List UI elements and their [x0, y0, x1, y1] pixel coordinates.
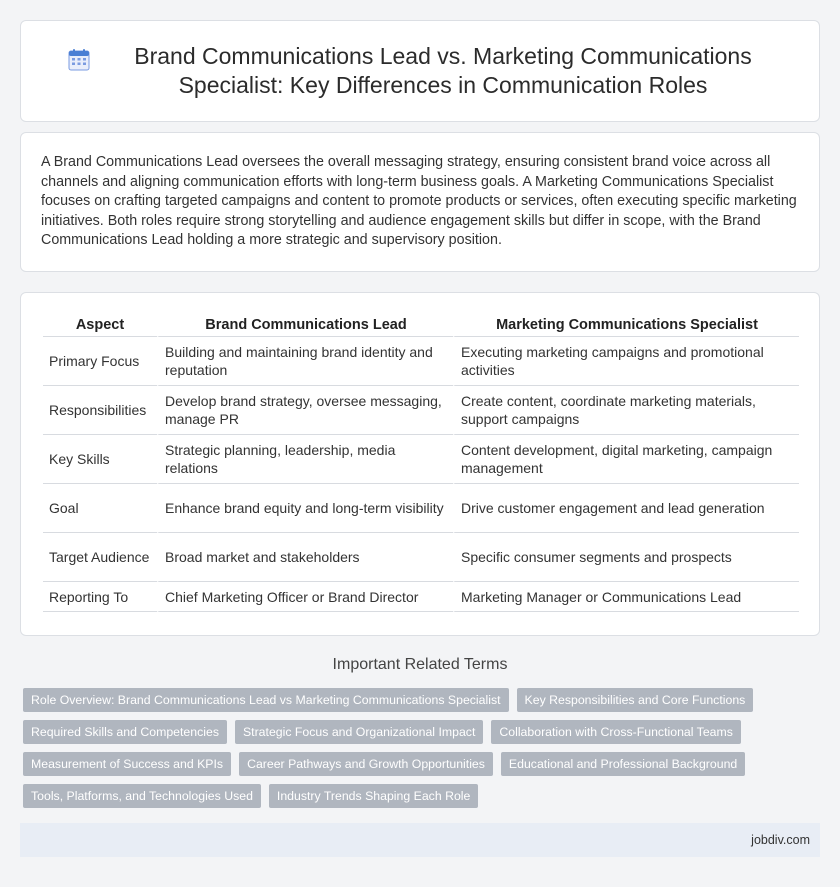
table-row: [43, 386, 799, 435]
page-title: Brand Communications Lead vs. Marketing Communications Specialist: Key Differences in Communication Roles: [134, 43, 752, 98]
row-brand-lead: Enhance brand equity and long-term visibility: [157, 484, 453, 533]
related-tag[interactable]: Educational and Professional Background: [501, 752, 745, 776]
comparison-table: [43, 315, 799, 612]
table-row: [43, 435, 799, 484]
calendar-icon: [67, 48, 91, 72]
intro-card: [20, 132, 820, 272]
related-tag[interactable]: Tools, Platforms, and Technologies Used: [23, 784, 261, 808]
related-terms-title: Important Related Terms: [332, 656, 508, 673]
row-aspect: Goal: [43, 484, 157, 533]
table-row: [43, 337, 799, 386]
tag-row: [23, 720, 823, 744]
title-card: [20, 20, 820, 122]
header-marketing-specialist: Marketing Communications Specialist: [453, 315, 799, 337]
related-terms-tags: [23, 688, 823, 816]
header-brand-lead: Brand Communications Lead: [157, 315, 453, 337]
row-aspect: Responsibilities: [43, 386, 157, 435]
row-marketing-specialist: Marketing Manager or Communications Lead: [453, 582, 799, 612]
related-tag[interactable]: Measurement of Success and KPIs: [23, 752, 231, 776]
row-marketing-specialist: Content development, digital marketing, campaign management: [453, 435, 799, 484]
tag-row: [23, 688, 823, 712]
row-aspect: Primary Focus: [43, 337, 157, 386]
row-marketing-specialist: Create content, coordinate marketing materials, support campaigns: [453, 386, 799, 435]
row-aspect: Target Audience: [43, 533, 157, 582]
row-brand-lead: Develop brand strategy, oversee messaging, manage PR: [157, 386, 453, 435]
row-brand-lead: Broad market and stakeholders: [157, 533, 453, 582]
footer-site-link[interactable]: jobdiv.com: [751, 833, 810, 847]
tag-row: [23, 752, 823, 776]
related-tag[interactable]: Career Pathways and Growth Opportunities: [239, 752, 493, 776]
related-tag[interactable]: Required Skills and Competencies: [23, 720, 227, 744]
row-brand-lead: Chief Marketing Officer or Brand Director: [157, 582, 453, 612]
table-header-row: [43, 315, 799, 337]
related-tag[interactable]: Strategic Focus and Organizational Impact: [235, 720, 483, 744]
footer: [20, 823, 820, 857]
table-row: [43, 582, 799, 612]
header-aspect: Aspect: [43, 315, 157, 337]
title-wrap: [60, 42, 780, 100]
row-aspect: Reporting To: [43, 582, 157, 612]
row-marketing-specialist: Drive customer engagement and lead generation: [453, 484, 799, 533]
related-tag[interactable]: Role Overview: Brand Communications Lead vs Marketing Communications Specialist: [23, 688, 509, 712]
row-brand-lead: Building and maintaining brand identity and reputation: [157, 337, 453, 386]
table-row: [43, 484, 799, 533]
comparison-table-card: [20, 292, 820, 636]
row-aspect: Key Skills: [43, 435, 157, 484]
related-tag[interactable]: Industry Trends Shaping Each Role: [269, 784, 478, 808]
intro-paragraph: A Brand Communications Lead oversees the overall messaging strategy, ensuring consistent brand voice across all channels and aligning communication efforts with long-term business goals. A Marketing Communications Specialist focuses on crafting targeted campaigns and content to promote products or services, often executing specific marketing initiatives. Both roles require strong storytelling and audience engagement skills but differ in scope, with the Brand Communications Lead holding a more strategic and supervisory position.: [41, 154, 797, 248]
related-tag[interactable]: Key Responsibilities and Core Functions: [517, 688, 754, 712]
row-brand-lead: Strategic planning, leadership, media relations: [157, 435, 453, 484]
related-tag[interactable]: Collaboration with Cross-Functional Teams: [491, 720, 741, 744]
row-marketing-specialist: Executing marketing campaigns and promotional activities: [453, 337, 799, 386]
table-row: [43, 533, 799, 582]
tag-row: [23, 784, 823, 808]
row-marketing-specialist: Specific consumer segments and prospects: [453, 533, 799, 582]
